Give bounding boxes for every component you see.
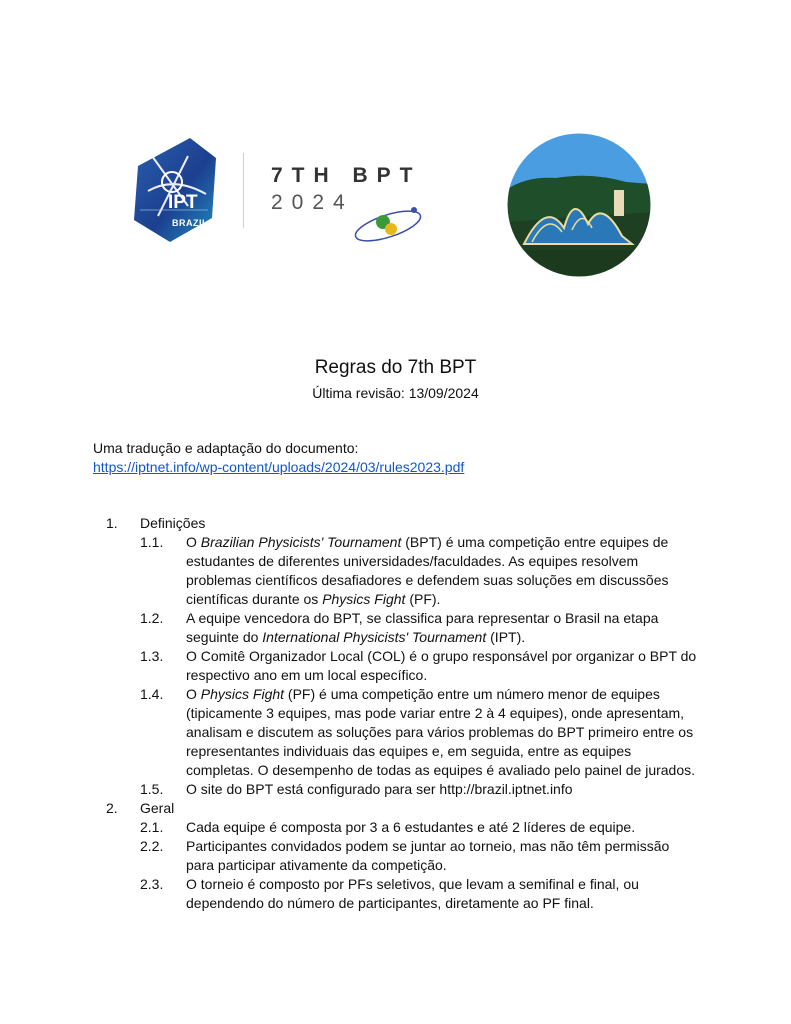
rule-text [186,780,701,799]
rule-number: 1.3. [140,648,164,664]
rule-number: 2.3. [140,876,164,892]
ipt-logo-subtext: BRAZIL [172,218,208,228]
atom-orbit-logo [350,200,426,248]
rule-number: 1.5. [140,781,164,797]
rule-number: 2.2. [140,838,164,854]
rule-text-segment: O torneio é composto por PFs seletivos, que levam a semifinal e final, ou dependendo do número de participantes, diretamente ao PF final. [186,876,639,911]
section-title: Geral [140,800,175,816]
ipt-logo-text: IPT [168,192,198,213]
ipt-brazil-logo [128,136,220,246]
rule-text-segment: O [186,534,201,550]
rule-text-emphasis: International Physicists' Tournament [262,629,487,645]
rio-landscape-emblem [506,132,652,278]
document-header [0,128,791,288]
rule-item [0,818,791,837]
rule-text-segment: Participantes convidados podem se juntar ao torneio, mas não têm permissão para participar ativamente da competição. [186,838,670,873]
rule-text-segment: Cada equipe é composta por 3 a 6 estudantes e até 2 líderes de equipe. [186,819,636,835]
rule-item [0,647,791,685]
intro-block [93,439,464,477]
rule-text-emphasis: Brazilian Physicists' Tournament [200,534,402,550]
header-divider [243,153,244,228]
rule-item [0,837,791,875]
rule-text-segment: (PF). [405,591,441,607]
event-title: 7TH BPT [271,164,422,187]
event-year: 2024 [271,191,354,214]
section-number: 1. [106,515,118,531]
rule-number: 1.4. [140,686,164,702]
rule-text-segment: (PF) é uma competição entre um número menor de equipes (tipicamente 3 equipes, mas pode variar entre 2 à 4 equipes), onde apresentam, analisam e discutem as soluções para vários problemas do BPT primeiro entre os representantes individuais das equipes e, em seguida, entre as equipes completas. O desempenho de todas as equipes é avaliado pelo painel de jurados. [186,686,696,778]
rule-text [186,837,701,875]
document-title: Regras do 7th BPT [314,357,477,378]
rule-text-emphasis: Physics Fight [200,686,285,702]
rule-text [186,685,701,780]
rule-text-emphasis: Physics Fight [322,591,406,607]
rule-text [186,609,701,647]
rule-item [0,609,791,647]
rule-text [186,818,701,837]
rule-text-segment: A equipe vencedora do BPT, se classifica para representar o Brasil na etapa seguinte do [186,610,659,645]
rule-item [0,780,791,799]
rule-text-segment: O Comitê Organizador Local (COL) é o grupo responsável por organizar o BPT do respectivo ano em um local específico. [186,648,697,683]
rule-text [186,875,701,913]
rule-item [0,685,791,780]
intro-text: Uma tradução e adaptação do documento: [93,440,359,456]
section-title: Definições [140,515,206,531]
section-number: 2. [106,800,118,816]
rule-text [186,533,701,609]
rule-item [0,533,791,609]
rules-list [0,514,791,913]
rule-number: 2.1. [140,819,164,835]
rule-text-segment: O [186,686,201,702]
rule-item [0,875,791,913]
rule-text-segment: (IPT). [486,629,526,645]
rule-number: 1.1. [140,534,164,550]
section-heading [0,799,791,818]
rule-text-segment: O site do BPT está configurado para ser http://brazil.iptnet.info [186,781,573,797]
rule-text-segment: (BPT) é uma competição entre equipes de estudantes de diferentes universidades/faculdades. As equipes resolvem problemas científicos desafiadores e defendem suas soluções em discussões científicas durante os [186,534,669,607]
rule-text [186,647,701,685]
rule-number: 1.2. [140,610,164,626]
revision-date: Última revisão: 13/09/2024 [312,385,479,401]
section-heading [0,514,791,533]
source-document-link[interactable]: https://iptnet.info/wp-content/uploads/2024/03/rules2023.pdf [93,459,465,475]
